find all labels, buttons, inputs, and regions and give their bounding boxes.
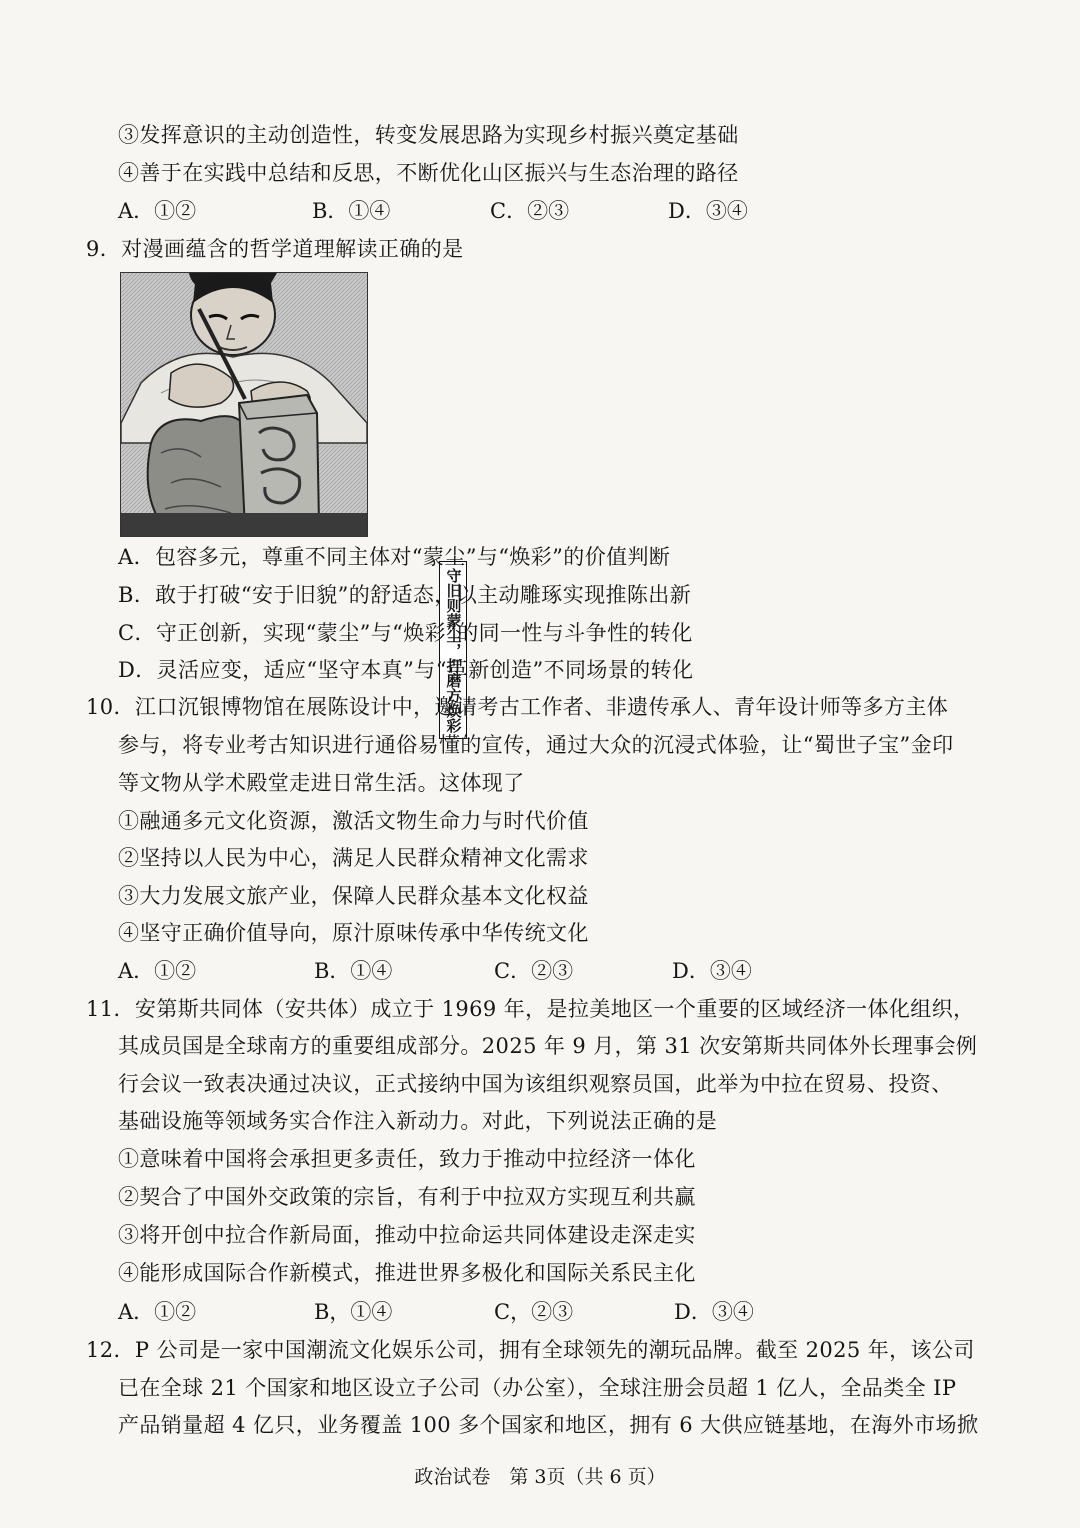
q11-option-a: A．①② [118,1300,197,1324]
q10-option-c: C．②③ [494,959,574,983]
q11-option-b: B，①④ [314,1300,393,1324]
q10-item-2: ②坚持以人民为中心，满足人民群众精神文化需求 [118,846,589,870]
q11-item-1: ①意味着中国将会承担更多责任，致力于推动中拉经济一体化 [118,1147,696,1171]
q11-item-3: ③将开创中拉合作新局面，推动中拉命运共同体建设走深走实 [118,1223,696,1247]
q8-item-3: ③发挥意识的主动创造性，转变发展思路为实现乡村振兴奠定基础 [118,123,739,147]
q8-option-a: A．①② [118,199,197,223]
q11-item-2: ②契合了中国外交政策的宗旨，有利于中拉双方实现互利共赢 [118,1185,696,1209]
q9-option-d: D．灵活应变，适应“坚守本真”与“革新创造”不同场景的转化 [118,658,694,682]
q10-item-4: ④坚守正确价值导向，原汁原味传承中华传统文化 [118,921,589,945]
q9-option-a: A．包容多元，尊重不同主体对“蒙尘”与“焕彩”的价值判断 [118,545,671,569]
q10-item-3: ③大力发展文旅产业，保障人民群众基本文化权益 [118,884,589,908]
q11-stem-line-1: 11．安第斯共同体（安共体）成立于 1969 年，是拉美地区一个重要的区域经济一体化组织， [86,997,975,1021]
q10-option-b: B．①④ [314,959,393,983]
q8-option-b: B．①④ [312,199,391,223]
q10-stem-line-2: 参与，将专业考古知识进行通俗易懂的宣传，通过大众的沉浸式体验，让“蜀世子宝”金印 [118,733,954,757]
q8-option-d: D．③④ [668,199,748,223]
q9-option-c: C．守正创新，实现“蒙尘”与“焕彩”的同一性与斗争性的转化 [118,621,693,645]
q8-item-4: ④善于在实践中总结和反思，不断优化山区振兴与生态治理的路径 [118,161,739,185]
q10-stem-line-3: 等文物从学术殿堂走进日常生活。这体现了 [118,771,525,795]
q12-stem-line-1: 12．P 公司是一家中国潮流文化娱乐公司，拥有全球领先的潮玩品牌。截至 2025 年，该公司 [86,1338,975,1362]
q12-stem-line-3: 产品销量超 4 亿只，业务覆盖 100 多个国家和地区，拥有 6 大供应链基地，在海外市场掀 [118,1413,979,1437]
q11-stem-line-3: 行会议一致表决通过决议，正式接纳中国为该组织观察员国，此举为中拉在贸易、投资、 [118,1072,953,1096]
q10-option-a: A．①② [118,959,197,983]
q8-option-c: C．②③ [490,199,570,223]
q9-stem: 9．对漫画蕴含的哲学道理解读正确的是 [86,237,464,261]
q8-options [118,196,1018,226]
q11-option-d: D．③④ [674,1300,754,1324]
q11-options [118,1297,1018,1327]
q10-option-d: D．③④ [672,959,752,983]
page-footer: 政治试卷 第 3页（共 6 页） [414,1466,666,1488]
q11-stem-line-4: 基础设施等领域务实合作注入新动力。对此，下列说法正确的是 [118,1109,718,1133]
q12-stem-line-2: 已在全球 21 个国家和地区设立子公司（办公室），全球注册会员超 1 亿人，全品类全 IP [118,1376,957,1400]
q11-option-c: C，②③ [494,1300,574,1324]
q10-item-1: ①融通多元文化资源，激活文物生命力与时代价值 [118,809,589,833]
comic-drawing [121,273,367,536]
q10-stem-line-1: 10．江口沉银博物馆在展陈设计中，邀请考古工作者、非遗传承人、青年设计师等多方主体 [86,695,949,719]
q11-item-4: ④能形成国际合作新模式，推进世界多极化和国际关系民主化 [118,1261,696,1285]
q10-options [118,956,1018,986]
q11-stem-line-2: 其成员国是全球南方的重要组成部分。2025 年 9 月，第 31 次安第斯共同体外长理事会例 [118,1034,978,1058]
q9-option-b: B．敢于打破“安于旧貌”的舒适态，以主动雕琢实现推陈出新 [118,583,692,607]
comic-caption: 守旧则蒙尘，打磨方焕彩 [439,561,467,739]
